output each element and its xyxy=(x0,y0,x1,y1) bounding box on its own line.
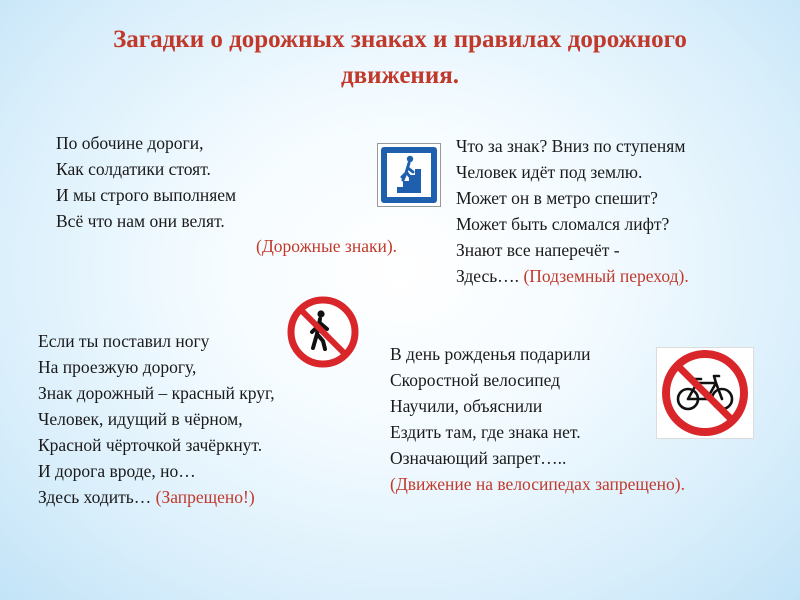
title-line-2: движения. xyxy=(340,62,460,89)
riddle-answer-no-bicycles: (Движение на велосипедах запрещено). xyxy=(390,474,685,494)
riddle-line-prefix: Здесь ходить… xyxy=(38,487,156,507)
riddle-answer-road-signs: (Дорожные знаки). xyxy=(256,236,398,256)
riddle-line: Красной чёрточкой зачёркнут. xyxy=(38,435,263,455)
pedestrian-underpass-sign-icon xyxy=(377,143,441,207)
riddle-answer-no-pedestrians: (Запрещено!) xyxy=(155,487,255,507)
riddle-line: Как солдатики стоят. xyxy=(56,159,211,179)
no-pedestrians-pictogram xyxy=(287,296,359,368)
riddle-underpass xyxy=(456,133,689,289)
riddle-line: Ездить там, где знака нет. xyxy=(390,422,581,442)
riddle-line: Знают все наперечёт - xyxy=(456,240,620,260)
riddle-line: Научили, объяснили xyxy=(390,396,543,416)
riddle-last-line xyxy=(456,263,689,289)
riddle-last-line xyxy=(38,484,275,510)
riddle-line: По обочине дороги, xyxy=(56,133,204,153)
no-bicycles-sign-icon xyxy=(661,349,749,437)
riddle-line-prefix: Здесь…. xyxy=(456,266,524,286)
page-title xyxy=(20,22,780,94)
no-pedestrians-sign-icon xyxy=(287,296,359,368)
riddle-line: Может быть сломался лифт? xyxy=(456,214,670,234)
riddle-line: В день рожденья подарили xyxy=(390,344,591,364)
riddle-line: Всё что нам они велят. xyxy=(56,211,225,231)
riddle-line: Скоростной велосипед xyxy=(390,370,561,390)
riddle-line: Означающий запрет….. xyxy=(390,448,567,468)
no-bicycles-sign-frame xyxy=(656,347,754,439)
riddle-line: И дорога вроде, но… xyxy=(38,461,196,481)
riddle-line: Человек, идущий в чёрном, xyxy=(38,409,243,429)
riddle-answer-underpass: (Подземный переход). xyxy=(523,266,689,286)
riddle-no-bicycles xyxy=(390,341,685,497)
riddle-no-pedestrians xyxy=(38,328,275,510)
title-line-1: Загадки о дорожных знаках и правилах дорожного xyxy=(113,26,687,53)
riddle-line: На проезжую дорогу, xyxy=(38,357,197,377)
riddle-road-signs xyxy=(56,130,236,234)
riddle-line: Знак дорожный – красный круг, xyxy=(38,383,275,403)
riddle-line: Человек идёт под землю. xyxy=(456,162,643,182)
riddle-line: Что за знак? Вниз по ступеням xyxy=(456,136,686,156)
riddle-line: Если ты поставил ногу xyxy=(38,331,210,351)
riddle-line: И мы строго выполняем xyxy=(56,185,237,205)
underpass-pictogram xyxy=(381,147,437,203)
riddle-line: Может он в метро спешит? xyxy=(456,188,658,208)
